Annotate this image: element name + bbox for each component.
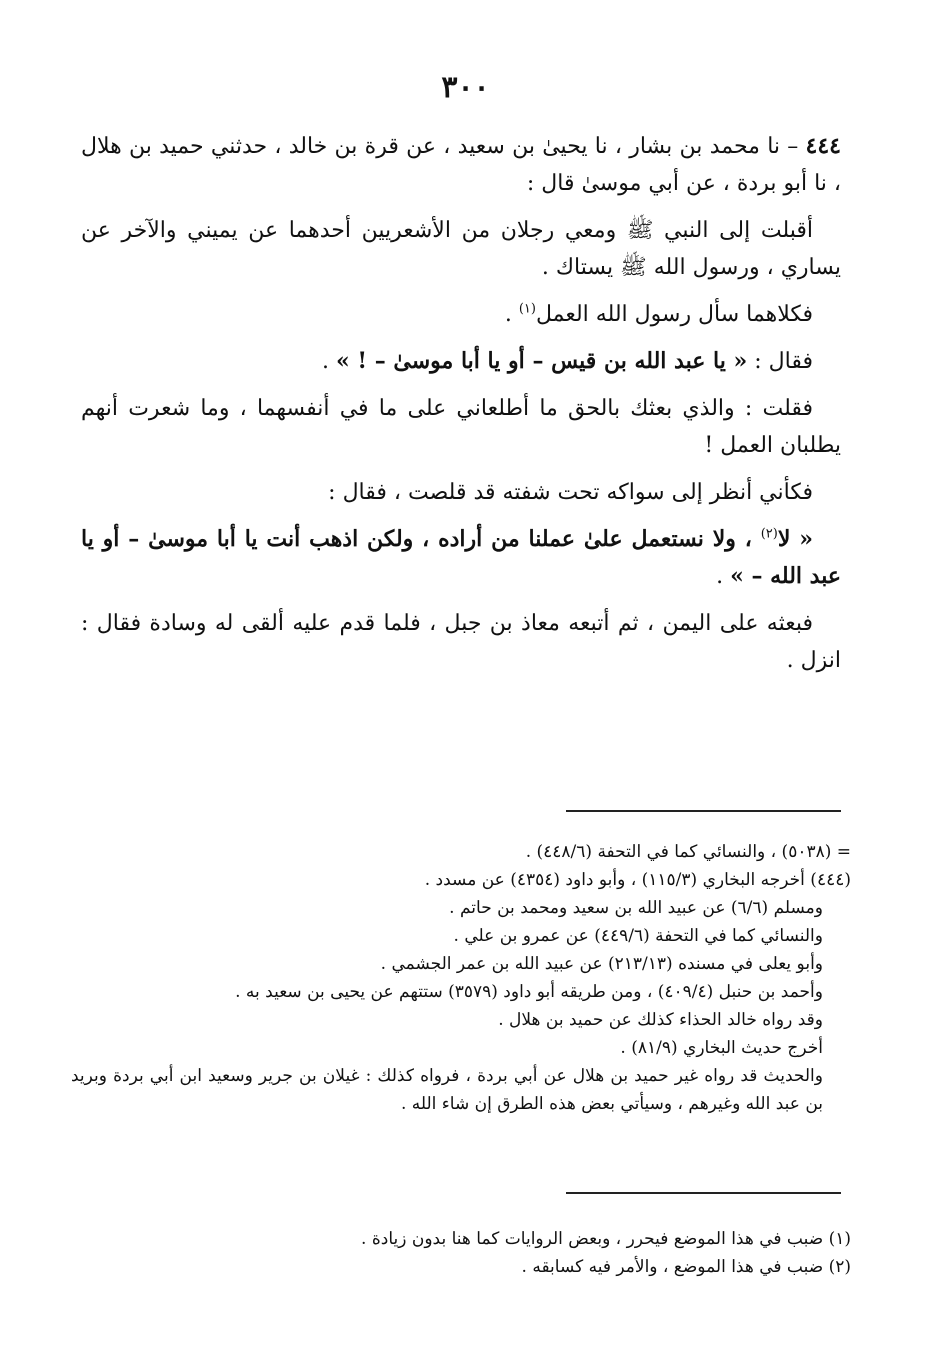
- takhrij-line: أخرج حديث البخاري (٨١/٩) .: [620, 1038, 823, 1058]
- takhrij-line: وقد رواه خالد الحذاء كذلك عن حميد بن هلال .: [498, 1010, 823, 1030]
- hadith-paragraph-2: [81, 296, 841, 333]
- hadith-isnad: [81, 128, 841, 202]
- takhrij-line: وأحمد بن حنبل (٤٠٩/٤) ، ومن طريقه أبو داود (٣٥٧٩) ستتهم عن يحيى بن سعيد به .: [235, 982, 823, 1002]
- takhrij-divider: [566, 810, 841, 812]
- hadith-paragraph-3: [81, 343, 841, 380]
- footnote-ref-2: (٢): [760, 526, 778, 542]
- hadith-paragraph-5: فكأني أنظر إلى سواكه تحت شفته قد قلصت ، فقال :: [328, 480, 813, 505]
- page-number: ٣٠٠: [441, 70, 490, 105]
- paragraph-6-end: .: [716, 564, 731, 589]
- prophet-quote-2-start: « لا: [777, 526, 813, 552]
- hadith-paragraph-6: [81, 521, 841, 595]
- takhrij-line: (٤٤٤) أخرجه البخاري (١١٥/٣) ، وأبو داود (٤٣٥٤) عن مسدد .: [424, 870, 851, 890]
- takhrij-line: وأبو يعلى في مسنده (٢١٣/١٣) عن عبيد الله بن عمر الجشمي .: [380, 954, 823, 974]
- hadith-paragraph-7: فبعثه على اليمن ، ثم أتبعه معاذ بن جبل ، فلما قدم عليه ألقى له وسادة فقال : انزل .: [81, 611, 841, 673]
- takhrij-line: والحديث قد رواه غير حميد بن هلال عن أبي بردة ، فرواه كذلك : غيلان بن جرير وسعيد ابن أبي بردة وبريد بن عبد الله وغيرهم ، وسيأتي بعض هذه الطرق إن شاء الله .: [71, 1066, 823, 1114]
- footnotes: [71, 1225, 851, 1281]
- paragraph-2-end: .: [504, 302, 519, 327]
- takhrij-line: = (٥٠٣٨) ، والنسائي كما في التحفة (٤٤٨/٦) .: [525, 842, 851, 862]
- footnote-1: (١) ضبب في هذا الموضع فيحرر ، وبعض الروايات كما هنا بدون زيادة .: [361, 1229, 851, 1249]
- takhrij-notes: [71, 838, 851, 1118]
- footnotes-divider: [566, 1192, 841, 1194]
- footnote-ref-1: (١): [518, 301, 536, 317]
- paragraph-3-lead: فقال :: [747, 349, 813, 374]
- footnote-2: (٢) ضبب في هذا الموضع ، والأمر فيه كسابقه .: [521, 1257, 851, 1277]
- hadith-paragraph-4: فقلت : والذي بعثك بالحق ما أطلعاني على ما في أنفسهما ، وما شعرت أنهم يطلبان العمل !: [81, 396, 841, 458]
- paragraph-2-text: فكلاهما سأل رسول الله العمل: [535, 302, 813, 327]
- takhrij-line: ومسلم (٦/٦) عن عبيد الله بن سعيد ومحمد بن حاتم .: [449, 898, 823, 918]
- paragraph-3-end: .: [322, 349, 336, 374]
- takhrij-line: والنسائي كما في التحفة (٤٤٩/٦) عن عمرو بن علي .: [453, 926, 823, 946]
- prophet-quote-1: « يا عبد الله بن قيس – أو يا أبا موسىٰ – ! »: [336, 348, 748, 374]
- hadith-number: ٤٤٤: [805, 133, 841, 159]
- hadith-text: [81, 128, 841, 689]
- prophet-quote-2-rest: ، ولا نستعمل علىٰ عملنا من أراده ، ولكن اذهب أنت يا أبا موسىٰ – أو يا عبد الله – »: [81, 526, 841, 589]
- hadith-paragraph-1: أقبلت إلى النبي ﷺ ومعي رجلان من الأشعريين أحدهما عن يميني والآخر عن يساري ، ورسول الله ﷺ يستاك .: [81, 218, 841, 280]
- isnad-text: – نا محمد بن بشار ، نا يحيىٰ بن سعيد ، عن قرة بن خالد ، حدثني حميد بن هلال ، نا أبو بردة ، عن أبي موسىٰ قال :: [81, 134, 841, 196]
